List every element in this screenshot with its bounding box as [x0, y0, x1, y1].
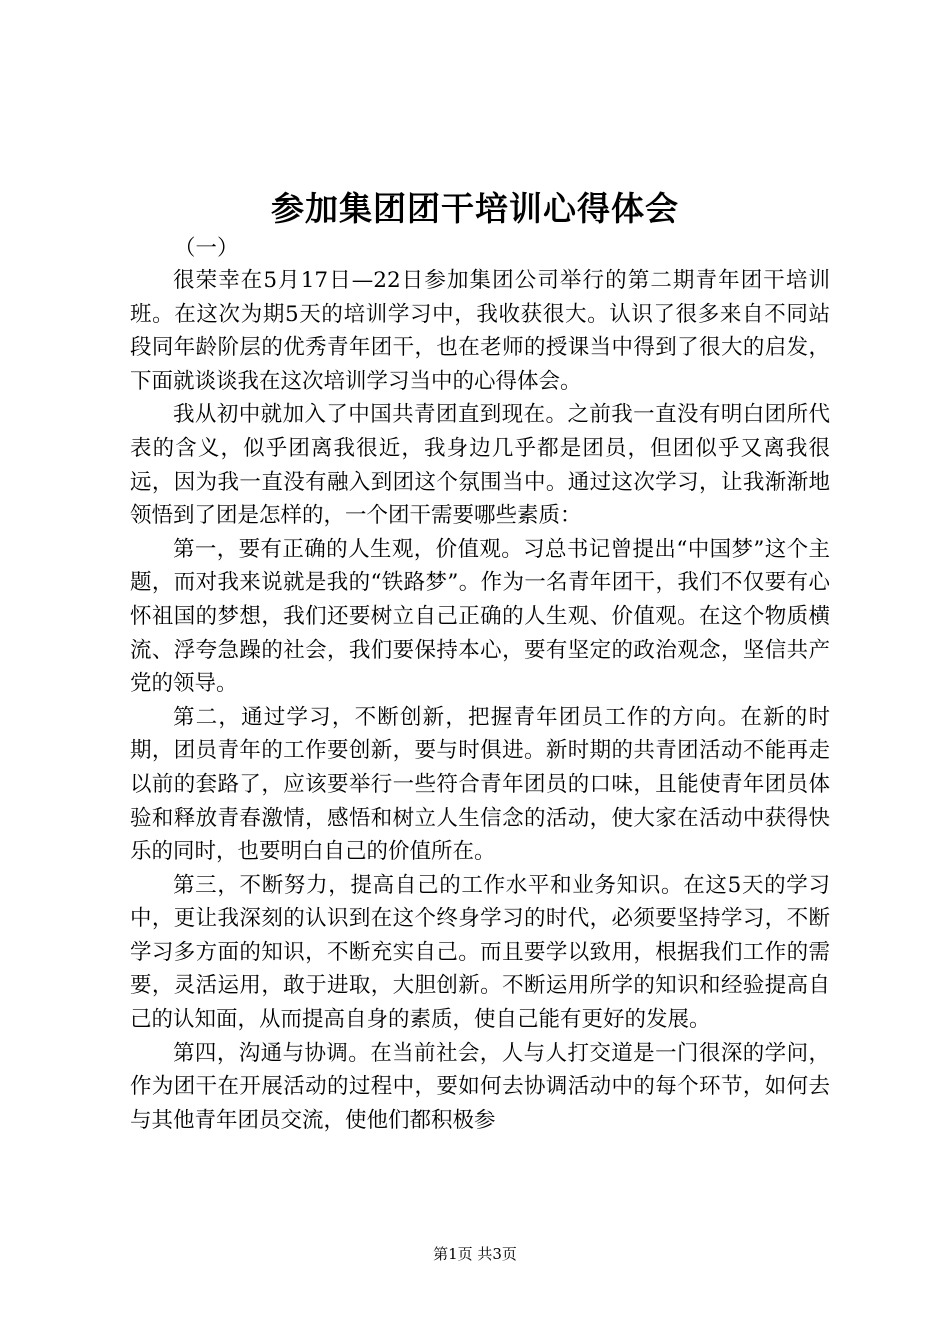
paragraph: 第四，沟通与协调。在当前社会，人与人打交道是一门很深的学问，作为团干在开展活动的过程中，要如何去协调活动中的每个环节，如何去与其他青年团员交流，使他们都积极参	[130, 1040, 830, 1133]
paragraph: 第一，要有正确的人生观，价值观。习总书记曾提出“中国梦”这个主题，而对我来说就是我的“铁路梦”。作为一名青年团干，我们不仅要有心怀祖国的梦想，我们还要树立自己正确的人生观、价值观。在这个物质横流、浮夸急躁的社会，我们要保持本心，要有坚定的政治观念，坚信共产党的领导。	[130, 536, 830, 697]
section-label: （一）	[174, 236, 239, 261]
paragraph: 很荣幸在5月17日—22日参加集团公司举行的第二期青年团干培训班。在这次为期5天的培训学习中，我收获很大。认识了很多来自不同站段同年龄阶层的优秀青年团干，也在老师的授课当中得到了很大的启发，下面就谈谈我在这次培训学习当中的心得体会。	[130, 268, 830, 394]
paragraph: 我从初中就加入了中国共青团直到现在。之前我一直没有明白团所代表的含义，似乎团离我很近，我身边几乎都是团员，但团似乎又离我很远，因为我一直没有融入到团这个氛围当中。通过这次学习，让我渐渐地领悟到了团是怎样的，一个团干需要哪些素质：	[130, 402, 830, 529]
document-body	[130, 264, 830, 1137]
paragraph: 第三，不断努力，提高自己的工作水平和业务知识。在这5天的学习中，更让我深刻的认识到在这个终身学习的时代，必须要坚持学习，不断学习多方面的知识，不断充实自己。而且要学以致用，根据我们工作的需要，灵活运用，敢于进取，大胆创新。不断运用所学的知识和经验提高自己的认知面，从而提高自身的素质，使自己能有更好的发展。	[130, 872, 830, 1033]
paragraph: 第二，通过学习，不断创新，把握青年团员工作的方向。在新的时期，团员青年的工作要创新，要与时俱进。新时期的共青团活动不能再走以前的套路了，应该要举行一些符合青年团员的口味，且能使青年团员体验和释放青春激情，感悟和树立人生信念的活动，使大家在活动中获得快乐的同时，也要明白自己的价值所在。	[130, 704, 830, 865]
page-number: 第1页 共3页	[433, 1245, 517, 1263]
page-title: 参加集团团干培训心得体会	[271, 189, 679, 228]
